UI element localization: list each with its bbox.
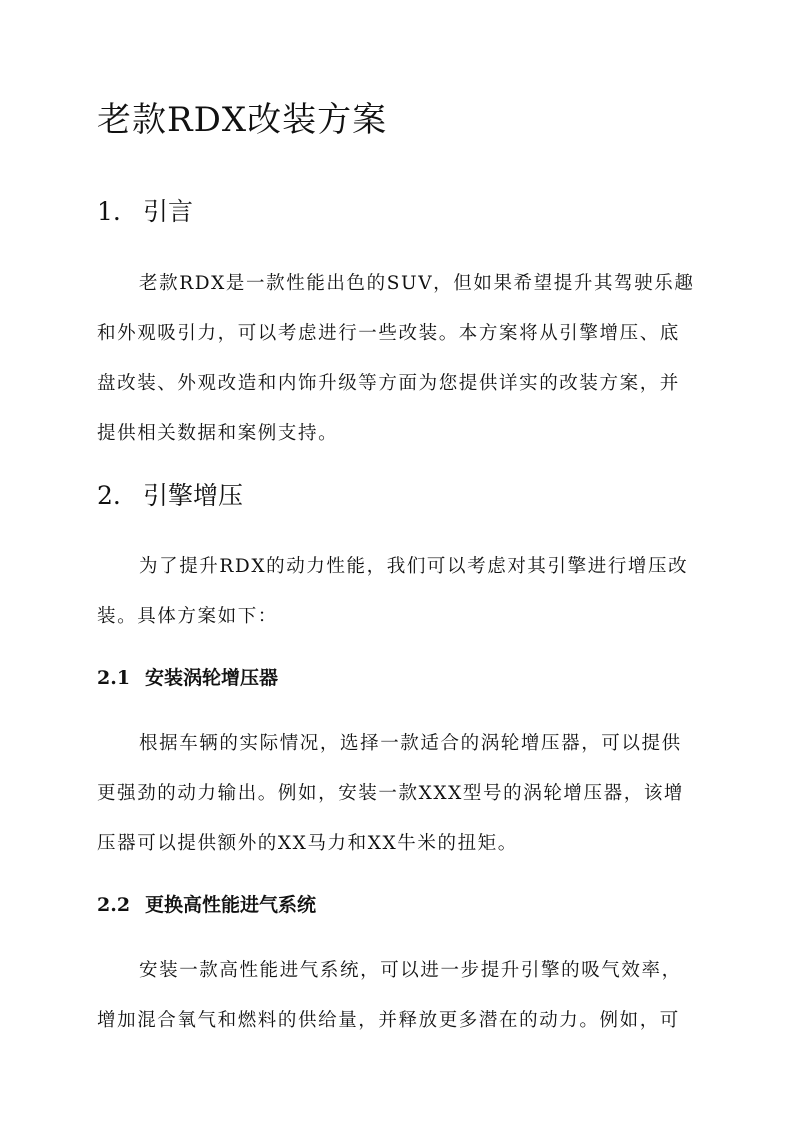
subsection-title: 更换高性能进气系统 <box>145 894 317 916</box>
paragraph-line: 根据车辆的实际情况，选择一款适合的涡轮增压器，可以提供 <box>139 733 682 754</box>
document-title: 老款RDX改装方案 <box>97 100 388 140</box>
paragraph-line: 更强劲的动力输出。例如，安装一款XXX型号的涡轮增压器，该增 <box>97 783 685 804</box>
subsection-number: 2.1 <box>97 667 131 689</box>
subsection-title: 安装涡轮增压器 <box>145 667 279 689</box>
section-title: 引擎增压 <box>143 481 244 510</box>
paragraph-line: 增加混合氧气和燃料的供给量，并释放更多潜在的动力。例如，可 <box>97 1010 680 1031</box>
subsection-heading-intake-system <box>97 891 316 919</box>
engine-boost-paragraph <box>97 542 707 642</box>
subsection-number: 2.2 <box>97 894 131 916</box>
paragraph-line: 装。具体方案如下： <box>97 606 278 627</box>
turbocharger-paragraph <box>97 719 707 869</box>
subsection-heading-turbocharger <box>97 664 278 692</box>
section-number: 2. <box>97 481 121 510</box>
paragraph-line: 安装一款高性能进气系统，可以进一步提升引擎的吸气效率， <box>139 960 682 981</box>
section-heading-engine-boost <box>97 478 243 514</box>
introduction-paragraph <box>97 259 707 459</box>
paragraph-line: 和外观吸引力，可以考虑进行一些改装。本方案将从引擎增压、底 <box>97 323 680 344</box>
paragraph-line: 盘改装、外观改造和内饰升级等方面为您提供详实的改装方案，并 <box>97 373 680 394</box>
paragraph-line: 压器可以提供额外的XX马力和XX牛米的扭矩。 <box>97 833 518 854</box>
section-number: 1. <box>97 197 121 226</box>
paragraph-line: 提供相关数据和案例支持。 <box>97 423 339 444</box>
paragraph-line: 老款RDX是一款性能出色的SUV，但如果希望提升其驾驶乐趣 <box>139 273 695 294</box>
section-heading-introduction <box>97 194 193 230</box>
section-title: 引言 <box>143 197 194 226</box>
paragraph-line: 为了提升RDX的动力性能，我们可以考虑对其引擎进行增压改 <box>139 556 689 577</box>
intake-system-paragraph <box>97 946 707 1046</box>
